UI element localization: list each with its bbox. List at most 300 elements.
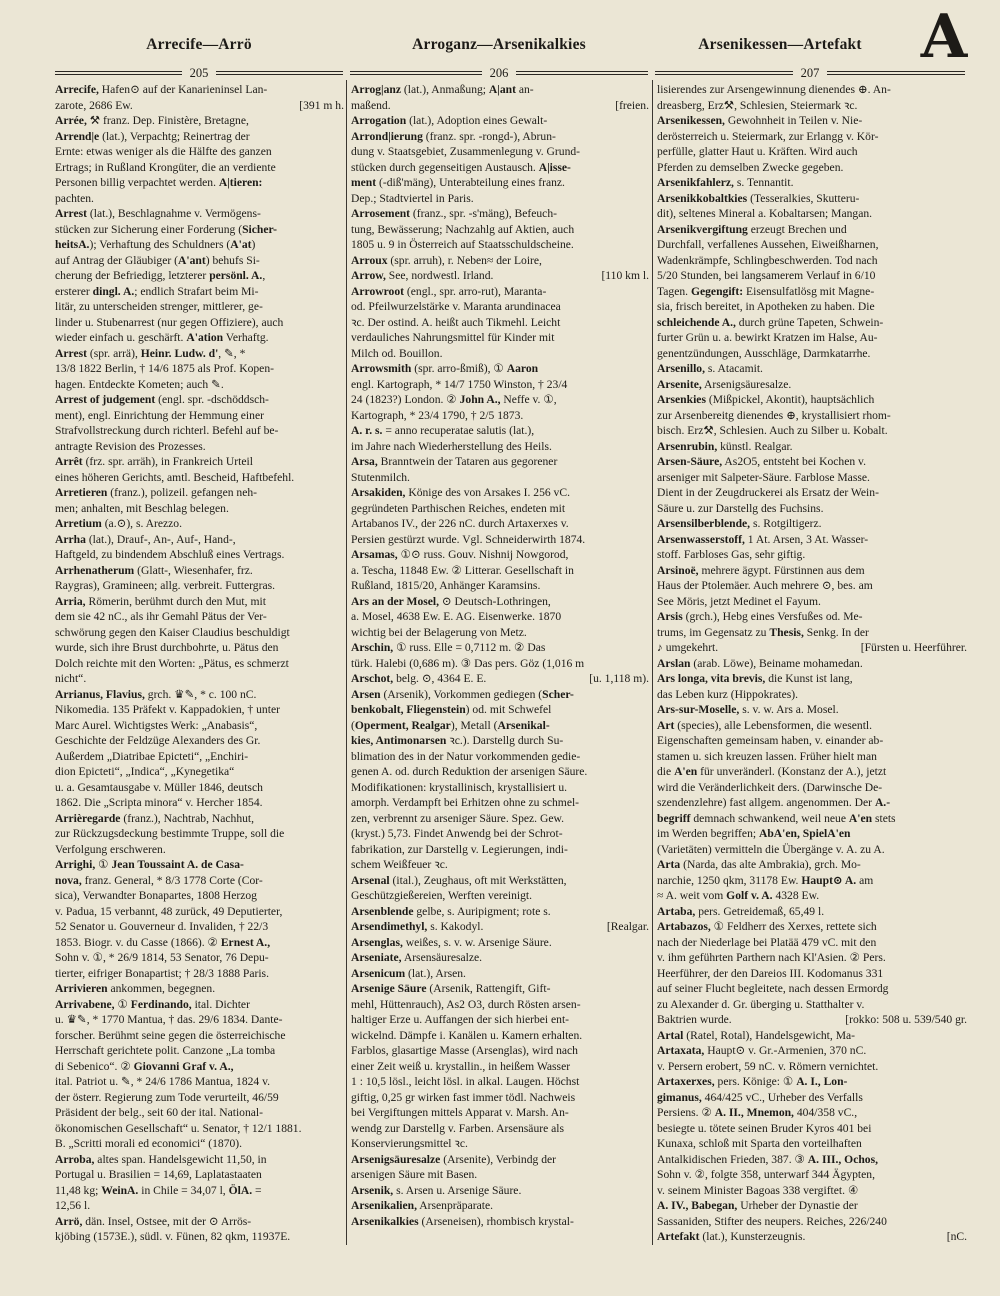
headword: Arrhenatherum (55, 563, 135, 577)
text-line (351, 873, 649, 889)
entry-text: weißes, s. v. w. Arsenige Säure. (402, 935, 552, 949)
headword: gimanus, (657, 1090, 702, 1104)
entry-text: erzeugt Brechen und (747, 222, 847, 236)
headword: Arsen-Säure, (657, 455, 723, 468)
entry-text: haltiger Erze u. Auffangen der sich hierbei ent- (351, 1013, 570, 1026)
entry-text: ꝛc.). Darstellg durch Su- (446, 734, 564, 747)
text-line (351, 687, 649, 703)
headword: Gegengift: (690, 284, 744, 298)
entry-text: 52 Senator u. Gouverneur d. Invaliden, † 22/3 (55, 920, 269, 933)
text-line (55, 563, 344, 579)
entry-text: Nikomedia. 135 Präfekt v. Kappadokien, † unter (55, 703, 280, 716)
text-line (351, 1198, 649, 1214)
headword: Arrièregarde (55, 811, 121, 825)
text-line (55, 1136, 344, 1152)
entry-text: (Ratel, Rotal), Handelsgewicht, Ma- (683, 1028, 856, 1042)
text-line (657, 1090, 967, 1106)
text-line (55, 346, 344, 362)
text-line (55, 175, 344, 191)
text-line (657, 919, 967, 935)
text-line (657, 1105, 967, 1121)
entry-text: forscher. Berühmt seine gegen die österreichische (55, 1028, 286, 1042)
text-line (55, 129, 344, 145)
entry-text: (a.⊙), s. Arezzo. (101, 517, 183, 530)
text-line (657, 253, 967, 269)
text-line (657, 826, 967, 842)
entry-text: zarote, 2686 Ew. (55, 98, 133, 112)
text-line (351, 904, 649, 920)
headword: Artal (657, 1028, 684, 1042)
entry-text: ꝛc. Der ostind. A. heißt auch Tikmehl. Leicht (351, 315, 561, 329)
entry-text: in Chile = 34,07 l, (138, 1183, 229, 1197)
text-line (55, 1028, 344, 1044)
text-line (55, 826, 344, 842)
text-line (657, 222, 967, 238)
text-line (657, 113, 967, 129)
text-line (657, 1012, 967, 1028)
text-line (351, 315, 649, 331)
text-line (351, 811, 649, 827)
text-line (351, 718, 649, 734)
text-line (351, 129, 649, 145)
entry-text: u. ♛✎, * 1770 Mantua, † das. 29/6 1834. Dante- (55, 1013, 283, 1026)
headword: Arretieren (55, 486, 108, 499)
text-line (55, 98, 344, 114)
entry-text: Gewohnheit in Teilen v. Nie- (724, 114, 863, 127)
entry-text: (lat.), Drauf-, An-, Auf-, Hand-, (85, 532, 236, 546)
headword: Arrest of judgement (55, 393, 156, 406)
entry-text: = (252, 1183, 262, 1197)
entry-text: Präsident der belg., seit 60 der ital. National- (55, 1106, 263, 1119)
text-line (657, 1183, 967, 1199)
entry-text: 13/8 1822 Berlin, † 14/6 1875 als Prof. Kopen- (55, 362, 274, 375)
entry-text: ♪ umgekehrt. (657, 641, 719, 654)
entry-text: bei Vergiftungen mittels Apparat v. Marsh. An- (351, 1106, 569, 1119)
text-line (55, 547, 344, 563)
entry-text: ≈ A. weit vom (657, 889, 727, 902)
entry-text: derösterreich u. Steiermark, zur Erlangg v. Kör- (657, 129, 879, 143)
text-line (657, 857, 967, 873)
running-head-right: Arsenikessen—Artefakt (698, 36, 862, 53)
text-line (657, 950, 967, 966)
headword: kies, Antimonarsen (351, 734, 447, 747)
entry-text: (Arsenite), Verbindg der (440, 1152, 557, 1166)
entry-text: s. Arsen u. Arsenige Säure. (393, 1183, 522, 1197)
text-line (657, 516, 967, 532)
headword: Arrow, (351, 269, 386, 282)
entry-text: nach der Niederlage bei Platää 479 vC. mit den (657, 935, 877, 949)
text-line (351, 160, 649, 176)
entry-text: 1805 u. 9 in Österreich auf Staatsschuldscheine. (351, 238, 574, 251)
text-line (351, 826, 649, 842)
entry-text: Artabanos IV., der 226 nC. durch Artaxerxes v. (351, 517, 569, 530)
entry-text: s. Tennantit. (733, 176, 794, 189)
headword: Arsakiden, (351, 486, 406, 499)
text-line (657, 1214, 967, 1230)
entry-text: mehl, Hüttenrauch), As2 O3, durch Rösten arsen- (351, 997, 581, 1011)
entry-text: Haupt⊙ v. Gr.-Armenien, 370 nC. (704, 1044, 867, 1057)
headword: A. I., Lon- (796, 1075, 848, 1088)
text-line (657, 1121, 967, 1137)
text-line (351, 82, 649, 98)
entry-text: pers. Getreidemaß, 65,49 l. (695, 904, 825, 918)
text-line (351, 175, 649, 191)
section-letter: A (920, 2, 968, 72)
entry-text: 4328 Ew. (772, 889, 820, 902)
text-line (657, 1028, 967, 1044)
headword: Arsenkies (657, 393, 706, 406)
entry-text: Farblos, glasartige Masse (Arsenglas), wird nach (351, 1044, 578, 1057)
text-line (351, 997, 649, 1013)
running-head-middle: Arroganz—Arsenikalkies (412, 36, 586, 53)
entry-text: Sohn v. ②, folgte 358, unterwarf 344 Ägypten, (657, 1168, 875, 1181)
headword: Arroux (351, 253, 388, 267)
entry-text: (Arsenik, Rattengift, Gift- (426, 982, 551, 995)
text-line (657, 609, 967, 625)
entry-text: wendg zur Darstellg v. Farben. Arsensäure als (351, 1121, 565, 1135)
text-line (351, 361, 649, 377)
text-line (55, 656, 344, 672)
headword: Arsenikvergiftung (657, 222, 748, 236)
text-line (55, 1012, 344, 1028)
text-line (55, 408, 344, 424)
headword: ment (351, 176, 377, 189)
entry-text: grch. ♛✎, * c. 100 nC. (144, 687, 257, 701)
entry-text: im Werden begriffen; (657, 827, 759, 840)
entry-text: ① Feldherr des Xerxes, rettete sich (710, 920, 877, 933)
entry-text: dän. Insel, Ostsee, mit der ⊙ Arrös- (82, 1214, 252, 1228)
headword: Scher- (542, 687, 574, 701)
entry-text: Römerin, berühmt durch den Mut, mit (85, 594, 266, 608)
text-line (351, 377, 649, 393)
text-line (351, 1214, 649, 1230)
text-line (351, 1167, 649, 1183)
entry-text: (lat.), Beschlagnahme v. Vermögens- (86, 207, 261, 220)
headword: Arsensilberblende, (657, 517, 751, 530)
text-line (657, 1198, 967, 1214)
entry-text: a. Mosel, 4638 Ew. E. AG. Eisenwerke. 1870 (351, 610, 562, 623)
headword: AbA'en, SpielA'en (758, 827, 851, 840)
headword: Artefakt (657, 1230, 700, 1243)
text-line (657, 439, 967, 455)
headword: Thesis, (769, 625, 804, 639)
entry-text: pers. Könige: ① (714, 1075, 797, 1088)
text-line (657, 625, 967, 641)
headword: Arsenblende (351, 904, 414, 918)
entry-text: Außerdem „Diatribae Epicteti“, „Enchiri- (55, 749, 249, 763)
text-line (351, 516, 649, 532)
text-line (351, 671, 649, 687)
entry-text: As2O5, entsteht bei Kochen v. (722, 455, 866, 468)
entry-text: der österr. Regierung zum Tode verurteilt, 46/59 (55, 1090, 279, 1104)
entry-text: lisierendes zur Arsengewinnung dienendes ⊕. An- (657, 83, 891, 96)
entry-text: (-diß'mäng), Unterabteilung eines franz. (376, 176, 565, 189)
headword: Arsis (657, 610, 683, 623)
entry-text: türk. Halebi (0,686 m). ③ Das pers. Göz (1,016 m (351, 656, 585, 670)
entry-text: 5/20 Stunden, bei langsamerem Verlauf in 6/10 (657, 269, 876, 282)
entry-text: Portugal u. Brasilien = 14,69, Laplatastaaten (55, 1168, 262, 1181)
entry-text: s. Kakodyl. (427, 920, 484, 933)
headword: ÖlA. (228, 1183, 253, 1197)
headword: A'ation (186, 331, 224, 344)
text-line (351, 656, 649, 672)
entry-text: Stutenmilch. (351, 470, 410, 484)
entry-text: dion Epicteti“, „Indica“, „Kynegetika“ (55, 765, 235, 778)
entry-text: men; anhalten, mit Beschlag belegen. (55, 501, 229, 515)
headword: Arrêt (55, 455, 83, 468)
running-head-left: Arrecife—Arrö (146, 36, 252, 53)
entry-text: Arsenigsäuresalze. (701, 377, 792, 391)
headword: Arrö, (55, 1214, 83, 1228)
entry-text: Dolch reichte mit den Worten: „Pätus, es schmerzt (55, 656, 289, 670)
text-line (657, 485, 967, 501)
entry-text: di Sebenico“. ② (55, 1059, 134, 1073)
text-line (657, 1229, 967, 1245)
entry-text: Branntwein der Tataren aus gegorener (377, 455, 558, 468)
entry-text: Pferden zu demselben Zwecke gegeben. (657, 160, 844, 174)
text-line (351, 795, 649, 811)
text-line (351, 702, 649, 718)
text-line (55, 144, 344, 160)
text-line (55, 625, 344, 641)
entry-text: Konservierungsmittel ꝛc. (351, 1137, 468, 1150)
headword: Artaxata, (657, 1044, 705, 1057)
entry-text: fabrikation, zur Darstellg v. Legierungen, indi- (351, 842, 568, 856)
text-line (351, 594, 649, 610)
entry-text: stücken zur Sicherung einer Forderung ( (55, 222, 243, 236)
headword: Arsenwasserstoff, (657, 532, 745, 546)
text-line (351, 284, 649, 300)
entry-text: Hafen⊙ auf der Kanarieninsel Lan- (98, 83, 268, 96)
entry-text: (spr. arrä), (86, 346, 141, 360)
headword: Operment, Realgar (354, 718, 451, 732)
double-rule (516, 71, 648, 75)
text-line (55, 454, 344, 470)
text-line (55, 284, 344, 300)
headword: Heinr. Ludw. d' (140, 346, 219, 360)
entry-text: ersterer (55, 284, 93, 298)
entry-text: Antalkidischen Frieden, 387. ③ (657, 1152, 808, 1166)
entry-text: (Mißpickel, Akontit), hauptsächlich (705, 393, 875, 406)
double-rule (55, 71, 182, 75)
text-line (351, 330, 649, 346)
text-line (55, 950, 344, 966)
entry-text: tung, Bewässerung; Nachzahlg auf Aktien, auch (351, 222, 575, 236)
entry-text: 11,48 kg; (55, 1183, 102, 1197)
entry-text: Geschichte der Feldzüge Alexanders des Gr. (55, 734, 261, 747)
page-number-rule-middle (350, 66, 648, 80)
headword: Arrond|ierung (351, 129, 423, 143)
entry-text: das Leben kurz (Hippokrates). (657, 687, 799, 701)
text-line (657, 315, 967, 331)
text-line (351, 1136, 649, 1152)
entry-text: engl. Kartograph, * 14/7 1750 Winston, † 23/4 (351, 377, 568, 391)
entry-text: v. Persern erobert, 59 nC. v. Römern vernichtet. (657, 1059, 879, 1073)
entry-text: v. ihm geführten Parthern nach Kl'Asien. ② Pers. (657, 951, 886, 964)
text-line (55, 888, 344, 904)
text-line (657, 733, 967, 749)
headword: Aaron (506, 362, 539, 375)
text-line (351, 439, 649, 455)
entry-text: Kunaxa, schloß mit Sparta den vorteilhaften (657, 1137, 862, 1150)
text-line (351, 547, 649, 563)
text-line (351, 1121, 649, 1137)
entry-text: (species), alle Lebensformen, die wesentl. (674, 718, 873, 732)
entry-text: Rußland, 1815/20, Anhänger Karamsins. (351, 579, 541, 592)
headword: benkobalt, Fliegenstein (351, 703, 466, 716)
entry-text: ①⊙ russ. Gouv. Nishnij Nowgorod, (397, 548, 569, 561)
entry-text: wieder einfach u. geschärft. (55, 331, 187, 344)
entry-text: maßend. (351, 98, 391, 112)
headword: Arrivabene, (55, 997, 115, 1011)
entry-text: (lat.), Arsen. (405, 966, 466, 980)
headword: A. III., Ochos, (807, 1152, 879, 1166)
entry-text: Verhaftg. (223, 331, 269, 344)
headword: Arrianus, Flavius, (55, 687, 145, 701)
text-line (351, 191, 649, 207)
entry-text: Sassaniden, Stifter des neupers. Reiches, 226/240 (657, 1214, 887, 1228)
entry-text: wurde, sich ihre Brust durchbohrte, u. Pätus den (55, 641, 279, 654)
entry-text: schwörung gegen den Kaiser Claudius beschuldigt (55, 625, 290, 639)
carried-over-text: [nC. (946, 1230, 967, 1243)
headword: Arta (657, 858, 681, 871)
text-line (55, 935, 344, 951)
text-line (657, 532, 967, 548)
entry-text: im Jahre nach Wiederherstellung des Heils. (351, 439, 552, 453)
text-line (55, 904, 344, 920)
text-line (351, 578, 649, 594)
headword: heitsA. (55, 238, 90, 251)
entry-text: Geschützgießereien, Werften vereinigt. (351, 889, 533, 902)
entry-text: zen, verbrennt zu arseniger Säure. Spez. Gew. (351, 811, 564, 825)
carried-over-text: [rokko: 508 u. 539/540 gr. (845, 1013, 967, 1026)
text-line (657, 1074, 967, 1090)
text-line (657, 687, 967, 703)
double-rule (216, 71, 343, 75)
carried-over-text: [freien. (615, 98, 649, 112)
headword: Arsenal (351, 873, 390, 887)
headword: Arschin, (351, 641, 394, 654)
entry-text: Säure u. zur Darstellg des Fuchsins. (657, 501, 824, 515)
entry-text: mehrere ägypt. Fürstinnen aus dem (698, 563, 865, 577)
column-divider (652, 80, 653, 1245)
text-line (657, 470, 967, 486)
double-rule (827, 71, 965, 75)
entry-text: linder u. Stubenarrest (nur gegen Offiziere), auch (55, 315, 284, 329)
entry-text: Könige des von Arsakes I. 256 vC. (405, 486, 570, 499)
text-line (657, 780, 967, 796)
headword: Arrowroot (351, 284, 405, 298)
headword: Arrogation (351, 114, 407, 127)
text-line (657, 361, 967, 377)
text-line (55, 795, 344, 811)
text-line (55, 113, 344, 129)
headword: Arsenrubin, (657, 439, 718, 453)
headword: WeinA. (101, 1183, 139, 1197)
text-line (657, 237, 967, 253)
entry-text: (franz. spr. -rongd-), Abrun- (422, 129, 556, 143)
entry-text: ment), engl. Einrichtung der Hemmung einer (55, 408, 264, 422)
entry-text: 1 : 10,5 lösl., leicht lösl. in alkal. Laugen. Höchst (351, 1075, 580, 1088)
headword: Giovanni Graf v. A., (133, 1059, 234, 1073)
entry-text: arseniger mit Salpeter-Säure. Farblose Masse. (657, 470, 870, 484)
entry-text: ital. Patriot u. ✎, * 24/6 1786 Mantua, 1824 v. (55, 1075, 271, 1088)
text-line (55, 718, 344, 734)
entry-text: (arab. Löwe), Beiname mohamedan. (690, 656, 863, 670)
headword: Arsenigsäuresalze (351, 1152, 441, 1166)
entry-text: (ital.), Zeughaus, oft mit Werkstätten, (389, 873, 567, 887)
headword: Arseniate, (351, 951, 402, 964)
headword: Arsenicum (351, 966, 406, 980)
text-line (351, 268, 649, 284)
entry-text: wichtig bei der Belagerung von Metz. (351, 625, 527, 639)
headword: A'at (230, 238, 252, 251)
entry-text: dreasberg, Erz⚒, Schlesien, Steiermark ꝛc. (657, 98, 858, 112)
entry-text: Dient in der Zeugdruckerei als Ersatz der Wein- (657, 486, 879, 499)
entry-text: Verfolgung erschweren. (55, 842, 166, 856)
text-line (657, 873, 967, 889)
entry-text: perfülle, glatter Haut u. Kräften. Wird auch (657, 145, 858, 158)
headword: Arrecife, (55, 83, 99, 96)
text-line (55, 160, 344, 176)
entry-text: (lat.), Kunsterzeugnis. (699, 1230, 806, 1243)
text-line (351, 780, 649, 796)
text-line (55, 1090, 344, 1106)
text-line (55, 981, 344, 997)
entry-text: stoff. Farbloses Gas, sehr giftig. (657, 548, 806, 561)
text-line (657, 904, 967, 920)
text-line (657, 888, 967, 904)
entry-text: v. seinem Minister Bagoas 338 vergiftet. ④ (657, 1183, 859, 1197)
headword: A'en (848, 811, 873, 825)
entry-text: 1853. Biogr. v. du Casse (1866). ② (55, 935, 221, 949)
entry-text: künstl. Realgar. (717, 439, 793, 453)
entry-text: (engl., spr. arro-rut), Maranta- (404, 284, 547, 298)
text-line (55, 532, 344, 548)
text-line (55, 997, 344, 1013)
entry-text: (franz.), polizeil. gefangen neh- (107, 486, 258, 499)
entry-text: eines höheren Gerichts, amtl. Bescheid, Haftbefehl. (55, 470, 295, 484)
entry-text: See Möris, jetzt Medinet el Fayum. (657, 594, 821, 608)
text-line (351, 392, 649, 408)
entry-text: (engl. spr. -dschöddsch- (155, 393, 269, 406)
entry-text: Personen billig verpachtet werden. (55, 176, 219, 189)
text-line (657, 997, 967, 1013)
entry-text: stücken durch gegenseitigen Austausch. (351, 160, 539, 174)
page-number-right: 207 (800, 66, 820, 80)
entry-text: Modifikationen: krystallinisch, krystallisiert u. (351, 780, 568, 794)
entry-text: Haus der Ptolemäer. Auch mehrere ⊙, bes. am (657, 579, 873, 592)
text-line (657, 346, 967, 362)
headword: Arsenite, (657, 377, 702, 391)
text-line (657, 82, 967, 98)
text-line (55, 299, 344, 315)
text-line (657, 1059, 967, 1075)
entry-text: ( (351, 718, 355, 732)
entry-text: ), Metall ( (450, 718, 498, 732)
text-line (55, 594, 344, 610)
headword: Arsenik, (351, 1183, 394, 1197)
headword: Arsenglas, (351, 935, 403, 949)
headword: Arsenige Säure (351, 982, 427, 995)
headword: schleichende A., (657, 315, 736, 329)
entry-text: B. „Scritti morali ed economici“ (1870). (55, 1137, 243, 1150)
carried-over-text: [Fürsten u. Heerführer. (860, 641, 967, 654)
entry-text: a. Tescha, 11848 Ew. ② Litterar. Gesellschaft in (351, 563, 574, 577)
entry-text: (Arsenik), Vorkommen gediegen ( (380, 687, 543, 701)
entry-text: Senkg. In der (803, 625, 869, 639)
text-line (55, 470, 344, 486)
